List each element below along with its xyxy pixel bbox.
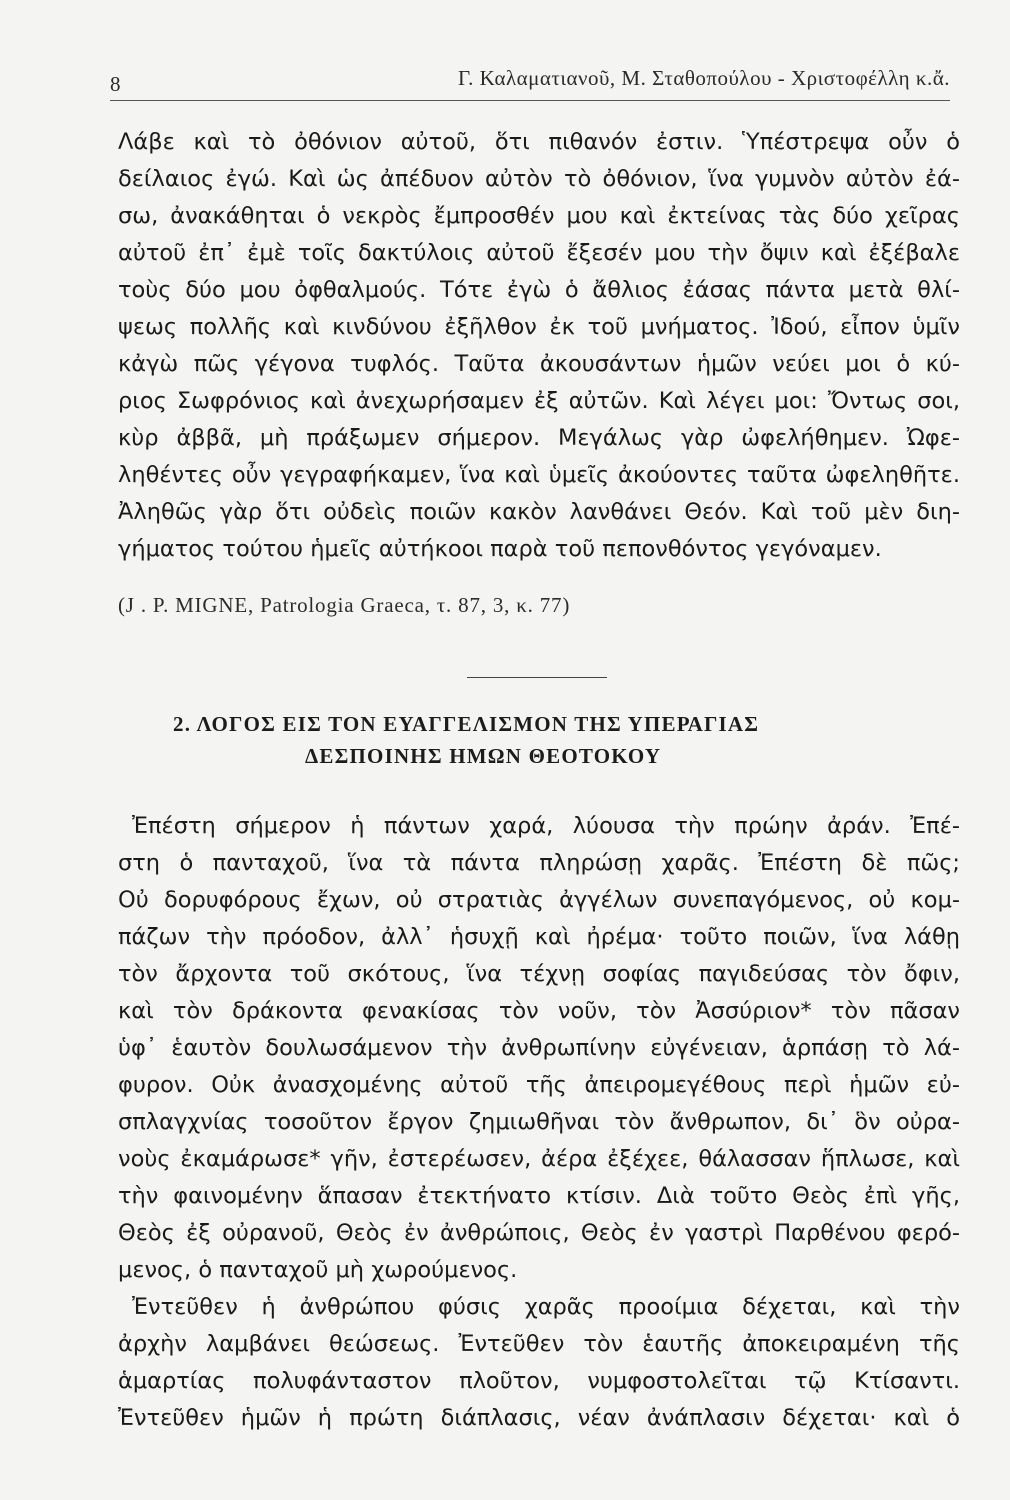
text-line: καὶ τὸν δράκοντα φενακίσας τὸν νοῦν, τὸν Ἀσσύριον* τὸν πᾶσαν (118, 998, 960, 1024)
text-line: Ἀληθῶς γὰρ ὅτι οὐδεὶς ποιῶν κακὸν λανθάνει Θεόν. Καὶ τοῦ μὲν διη- (118, 499, 960, 525)
text-line: δείλαιος ἐγώ. Καὶ ὡς ἀπέδυον αὐτὸν τὸ ὀθόνιον, ἵνα γυμνὸν αὐτὸν ἐά- (118, 166, 960, 192)
text-line: Θεὸς ἐξ οὐρανοῦ, Θεὸς ἐν ἀνθρώποις, Θεὸς ἐν γαστρὶ Παρθένου φερό- (118, 1220, 960, 1246)
text-line: ἀρχὴν λαμβάνει θεώσεως. Ἐντεῦθεν τὸν ἑαυτῆς ἀποκειραμένη τῆς (118, 1331, 960, 1357)
text-line: Ἐντεῦθεν ἡμῶν ἡ πρώτη διάπλασις, νέαν ἀνάπλασιν δέχεται· καὶ ὁ (118, 1405, 960, 1431)
text-line: σπλαγχνίας τοσοῦτον ἔργον ζημιωθῆναι τὸν ἄνθρωπον, δι᾿ ὃν οὐρα- (118, 1109, 960, 1135)
text-line: Ἐντεῦθεν ἡ ἀνθρώπου φύσις χαρᾶς προοίμια δέχεται, καὶ τὴν (132, 1294, 960, 1320)
text-line: ψεως πολλῆς καὶ κινδύνου ἐξῆλθον ἐκ τοῦ μνήματος. Ἰδού, εἶπον ὑμῖν (118, 314, 960, 340)
text-line: Ἐπέστη σήμερον ἡ πάντων χαρά, λύουσα τὴν πρώην ἀράν. Ἐπέ- (132, 813, 960, 839)
text-line: τὴν φαινομένην ἅπασαν ἐτεκτήνατο κτίσιν. Διὰ τοῦτο Θεὸς ἐπὶ γῆς, (118, 1183, 960, 1209)
text-line: σω, ἀνακάθηται ὁ νεκρὸς ἔμπροσθέν μου καὶ ἐκτείνας τὰς δύο χεῖρας (118, 203, 960, 229)
text-line: κἀγὼ πῶς γέγονα τυφλός. Ταῦτα ἀκουσάντων ἡμῶν νεύει μοι ὁ κύ- (118, 351, 960, 377)
running-header (110, 66, 950, 96)
section-title-line-1: 2. ΛΟΓΟΣ ΕΙΣ ΤΟΝ ΕΥΑΓΓΕΛΙΣΜΟΝ ΤΗΣ ΥΠΕΡΑΓΙΑΣ (173, 712, 760, 736)
passage-one (118, 124, 960, 568)
text-line: στη ὁ πανταχοῦ, ἵνα τὰ πάντα πληρώσῃ χαρᾶς. Ἐπέστη δὲ πῶς; (118, 850, 960, 876)
text-line: τὸν ἄρχοντα τοῦ σκότους, ἵνα τέχνῃ σοφίας παγιδεύσας τὸν ὄφιν, (118, 961, 960, 987)
text-line: αὐτοῦ ἐπ᾿ ἐμὲ τοῖς δακτύλοις αὐτοῦ ἔξεσέν μου τὴν ὄψιν καὶ ἐξέβαλε (118, 240, 960, 266)
citation: (J . P. MIGNE, Patrologia Graeca, τ. 87, 3, κ. 77) (118, 593, 571, 617)
text-line: Οὐ δορυφόρους ἔχων, οὐ στρατιὰς ἀγγέλων συνεπαγόμενος, οὐ κομ- (118, 887, 960, 913)
text-line: ληθέντες οὖν γεγραφήκαμεν, ἵνα καὶ ὑμεῖς ἀκούοντες ταῦτα ὠφεληθῆτε. (118, 462, 960, 488)
text-line: μενος, ὁ πανταχοῦ μὴ χωρούμενος. (118, 1257, 518, 1283)
text-line: ὑφ᾿ ἑαυτὸν δουλωσάμενον τὴν ἀνθρωπίνην εὐγένειαν, ἁρπάσῃ τὸ λά- (118, 1035, 960, 1061)
text-line: νοὺς ἐκαμάρωσε* γῆν, ἐστερέωσεν, ἀέρα ἐξέχεε, θάλασσαν ἥπλωσε, καὶ (118, 1146, 960, 1172)
text-line: πάζων τὴν πρόοδον, ἀλλ᾿ ἡσυχῇ καὶ ἠρέμα· τοῦτο ποιῶν, ἵνα λάθῃ (118, 924, 960, 950)
passage-two (118, 808, 960, 1437)
running-header-authors: Γ. Καλαματιανοῦ, Μ. Σταθοπούλου - Χριστοφέλλη κ.ἄ. (457, 66, 950, 90)
section-title-line-2: ΔΕΣΠΟΙΝΗΣ ΗΜΩΝ ΘΕΟΤΟΚΟΥ (305, 744, 662, 768)
text-line: τοὺς δύο μου ὀφθαλμούς. Τότε ἐγὼ ὁ ἄθλιος ἐάσας πάντα μετὰ θλί- (118, 277, 960, 303)
text-line: Λάβε καὶ τὸ ὀθόνιον αὐτοῦ, ὅτι πιθανόν ἐστιν. Ὑπέστρεψα οὖν ὁ (118, 129, 960, 155)
page-number: 8 (110, 72, 121, 96)
text-line: κὺρ ἀββᾶ, μὴ πράξωμεν σήμερον. Μεγάλως γὰρ ὠφελήθημεν. Ὠφε- (118, 425, 960, 451)
text-line: ἁμαρτίας πολυφάνταστον πλοῦτον, νυμφοστολεῖται τῷ Κτίσαντι. (118, 1368, 960, 1394)
text-line: φυρον. Οὐκ ἀνασχομένης αὐτοῦ τῆς ἀπειρομεγέθους περὶ ἡμῶν εὐ- (118, 1072, 960, 1098)
text-line: ριος Σωφρόνιος καὶ ἀνεχωρήσαμεν ἐξ αὐτῶν. Καὶ λέγει μοι: Ὄντως σοι, (118, 388, 960, 414)
section-separator (467, 677, 607, 678)
header-rule (110, 100, 950, 101)
text-line: γήματος τούτου ἡμεῖς αὐτήκοοι παρὰ τοῦ πεπονθόντος γεγόναμεν. (118, 536, 882, 562)
